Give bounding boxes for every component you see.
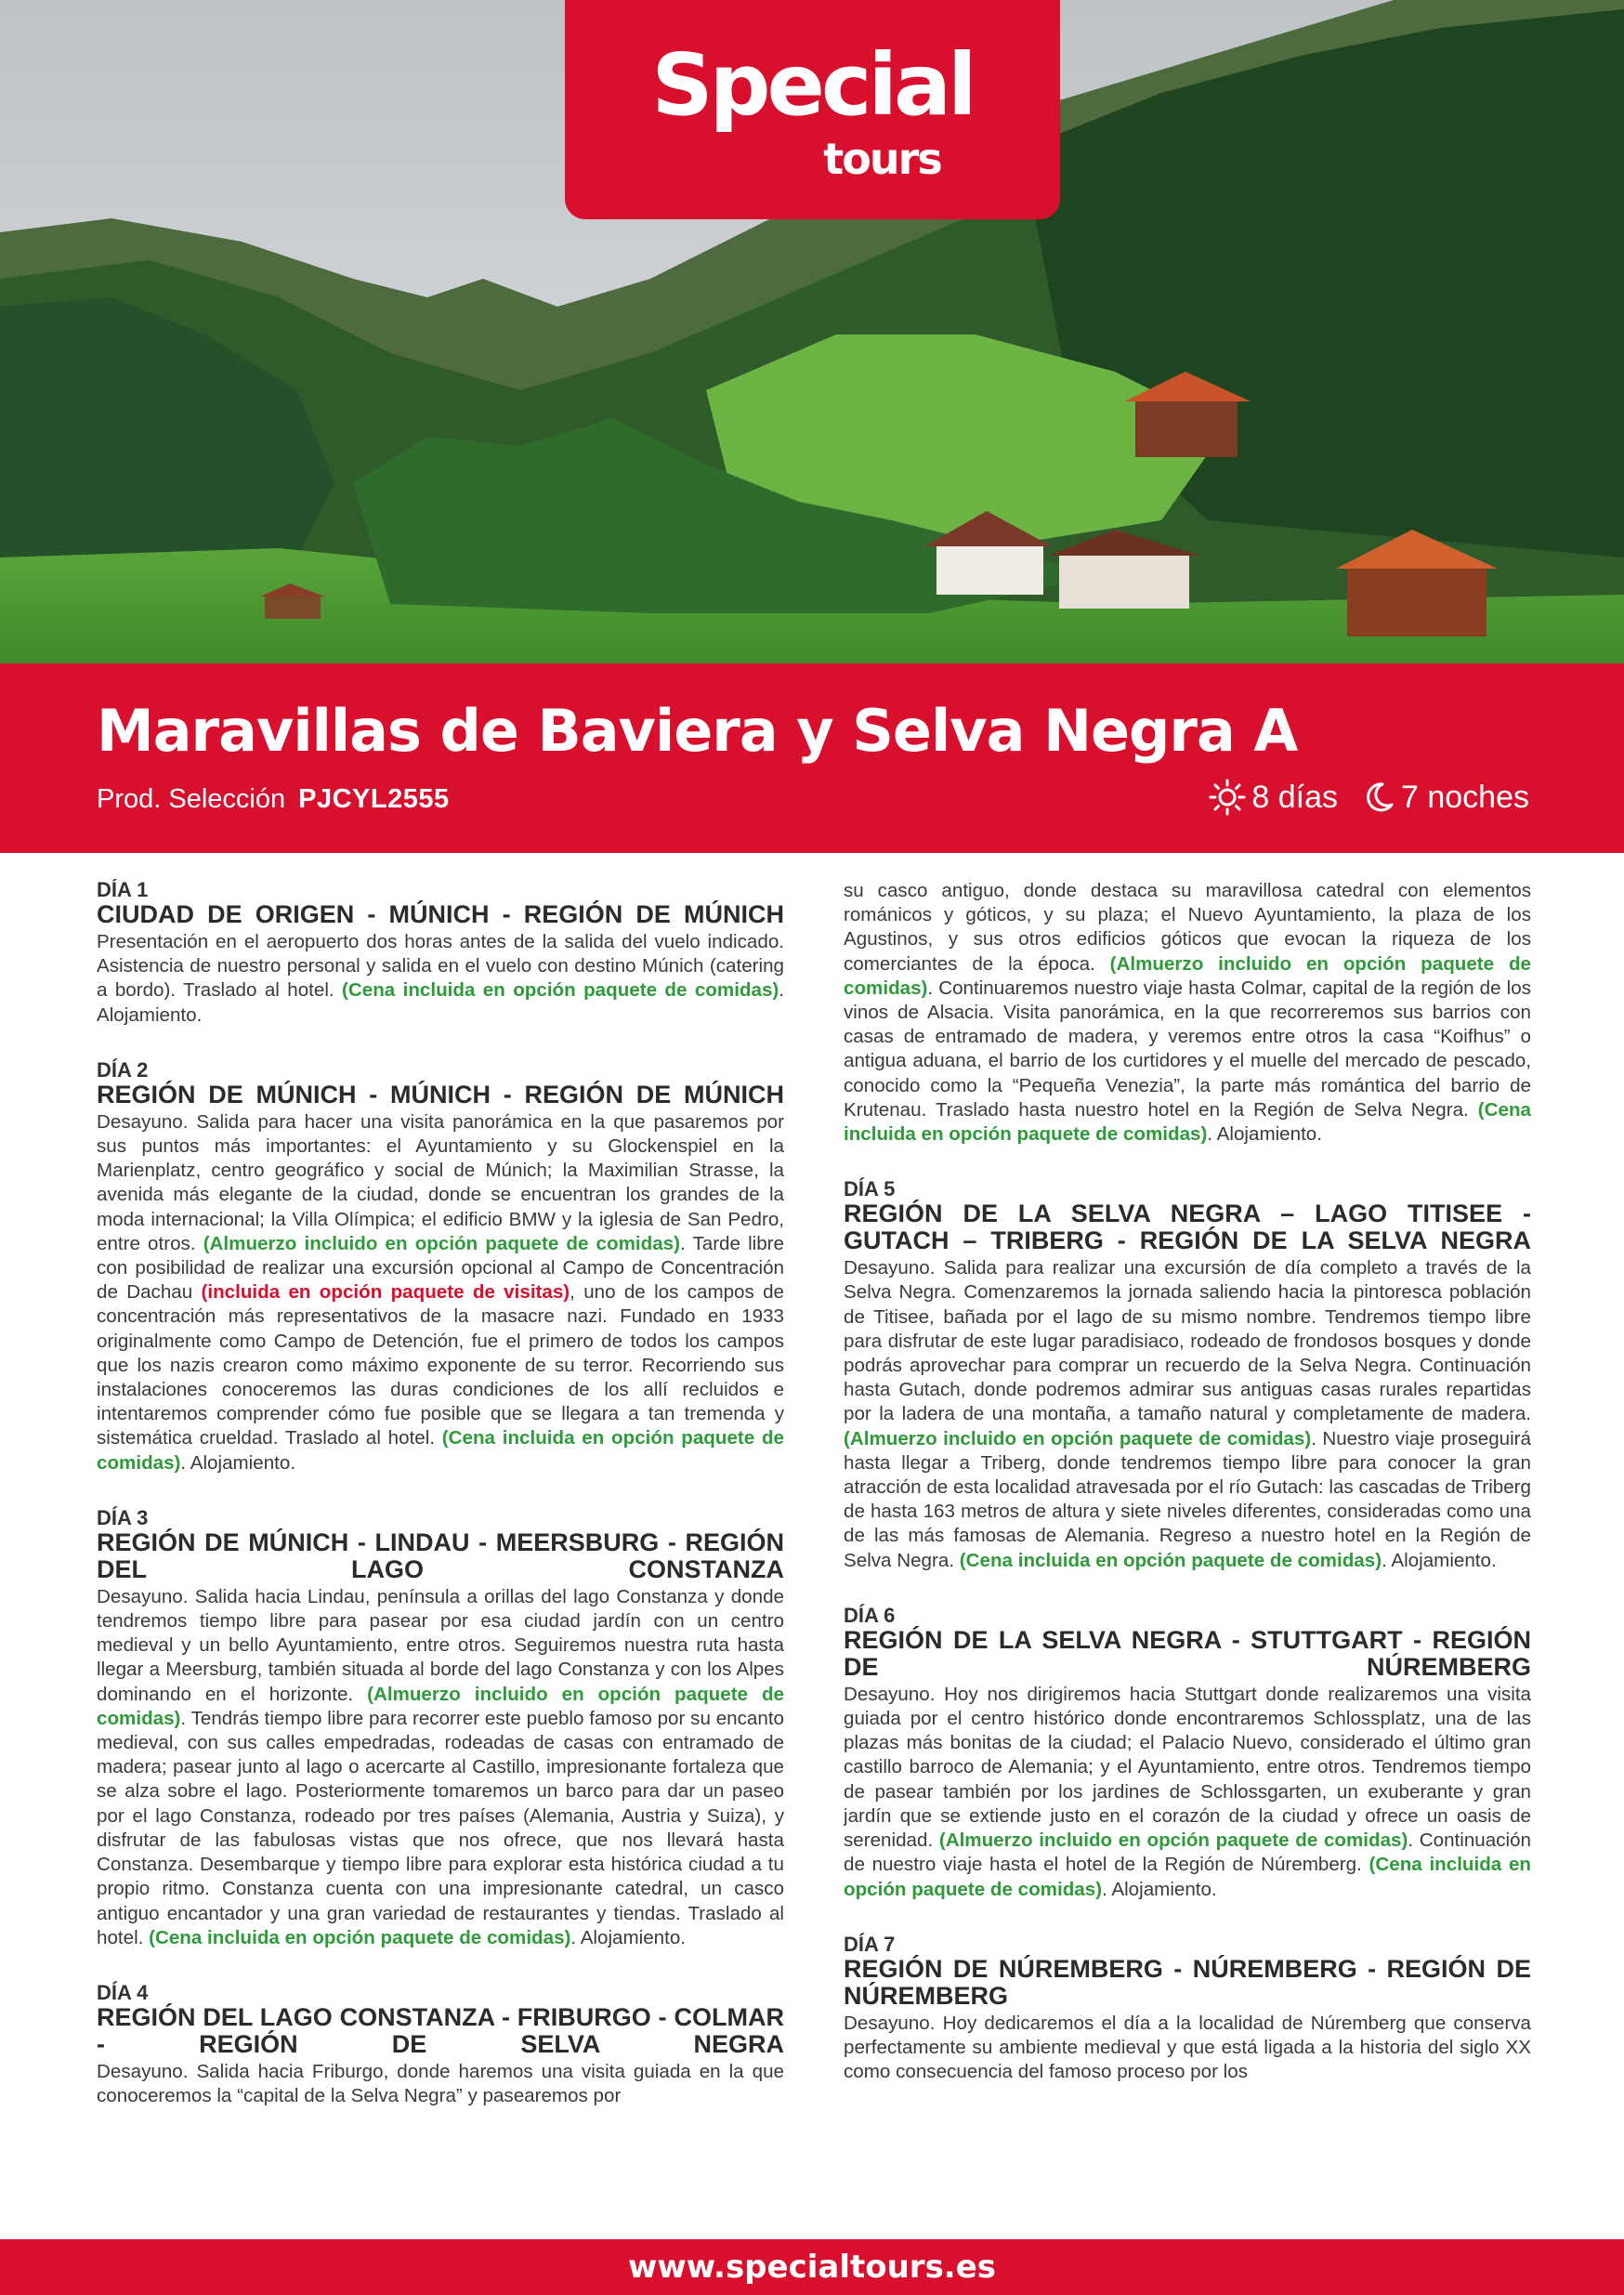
day-number: DÍA 2	[97, 1057, 149, 1082]
meal-note: (Cena incluida en opción paquete de comidas)	[342, 979, 779, 1002]
day-title: CIUDAD DE ORIGEN - MÚNICH - REGIÓN DE MÚNICH	[97, 900, 784, 928]
meal-note: (Cena incluida en opción paquete de comidas)	[959, 1549, 1382, 1571]
hero-photo	[0, 0, 1624, 663]
text-run: . Continuaremos nuestro viaje hasta Colmar, capital de la región de los vinos de Alsacia. Visita panorámica, en la que recorreremos sus barrios con casas de entramado de madera, y veremos entre otros la casa “Koifhus” o antigua aduana, el barrio de los curtidores y el muelle del mercado de pescado, conocido como la “Pequeña Venezia”, la parte más romántica del barrio de Krutenau. Traslado hasta nuestro hotel en la Región de Selva Negra.	[844, 977, 1531, 1121]
logo-line2: tours	[823, 134, 941, 184]
day-number: DÍA 4	[97, 1980, 149, 2004]
text-run: . Continuación de nuestro viaje hasta el hotel de la Región de Núremberg.	[844, 1829, 1531, 1876]
text-run: . Alojamiento.	[1102, 1878, 1217, 1900]
text-run: . Alojamiento.	[180, 1451, 296, 1474]
meal-note: (Almuerzo incluido en opción paquete de comidas)	[203, 1232, 680, 1254]
text-run: Desayuno. Salida hacia Friburgo, donde haremos una visita guiada en la que conoceremos la “capital de la Selva Negra” y pasearemos por	[97, 2060, 784, 2107]
text-run: Desayuno. Salida para hacer una visita panorámica en la que pasaremos por sus puntos más importantes: el Ayuntamiento y su Glockenspiel en la Marienplatz, centro geográfico y social de Múnich; la Maximilian Strasse, la avenida más elegante de la ciudad, donde se encuentran los grandes de la moda internacional; la Villa Olímpica; el edificio BMW y la iglesia de San Pedro, entre otros.	[97, 1110, 784, 1254]
visit-note: (incluida en opción paquete de visitas)	[201, 1281, 570, 1304]
day-block	[97, 1982, 784, 2108]
meal-note: (Cena incluida en opción paquete de comidas)	[149, 1926, 571, 1948]
day-description	[97, 930, 784, 1028]
logo-line1: Special	[651, 35, 974, 135]
text-run: , uno de los campos de concentración más representativos de la masacre nazi. Fundado en 1933 originalmente como Campo de Detención, fue el primero de todos los campos que los nazis crearon como máximo exponente de su terror. Recorriendo sus instalaciones conoceremos las duras condiciones de los allí recluidos e intentaremos comprender cómo fue posible que se llegara a tan tremenda y sistemática crueldad. Traslado al hotel.	[97, 1281, 784, 1449]
duration	[1209, 779, 1529, 816]
day-number: DÍA 3	[97, 1505, 149, 1529]
text-run: . Alojamiento.	[1382, 1549, 1497, 1571]
day-description	[844, 1683, 1531, 1902]
meal-note: (Almuerzo incluido en opción paquete de comidas)	[844, 1427, 1312, 1449]
text-run: . Alojamiento.	[570, 1926, 687, 1948]
text-run: Desayuno. Hoy dedicaremos el día a la localidad de Núremberg que conserva perfectamente su ambiente medieval y que está ligada a la historia del siglo XX como consecuencia del famoso proceso por los	[844, 2012, 1531, 2083]
page-title: Maravillas de Baviera y Selva Negra A	[97, 697, 1298, 765]
day-description	[97, 2060, 784, 2108]
day-number: DÍA 1	[97, 879, 149, 901]
day-number: DÍA 5	[844, 1177, 896, 1201]
day-title: REGIÓN DE LA SELVA NEGRA – LAGO TITISEE - GUTACH – TRIBERG - REGIÓN DE LA SELVA NEGRA	[844, 1200, 1531, 1255]
meal-note: (Cena incluida en opción paquete de comidas)	[844, 1098, 1531, 1146]
day-number: DÍA 7	[844, 1932, 896, 1956]
day-title: REGIÓN DE MÚNICH - MÚNICH - REGIÓN DE MÚNICH	[97, 1080, 784, 1108]
day-description	[844, 879, 1531, 1147]
day-title: REGIÓN DEL LAGO CONSTANZA - FRIBURGO - COLMAR - REGIÓN DE SELVA NEGRA	[97, 2002, 784, 2058]
meal-note: (Almuerzo incluido en opción paquete de comidas)	[97, 1683, 784, 1729]
day-block	[97, 1507, 784, 1950]
text-run: . Tendrás tiempo libre para recorrer este pueblo famoso por su encanto medieval, con sus calles empedradas, rodeadas de casas con entramado de madera; pasear junto al lago o acercarte al Castillo, impresionante fortaleza que se alza sobre el lago. Posteriormente tomaremos un barco para dar un paseo por el lago Constanza, rodeado por tres países (Alemania, Austria y Suiza), y disfrutar de las fabulosas vistas que nos ofrece, que nos llevará hasta Constanza. Desembarque y tiempo libre para explorar esta histórica ciudad a tu propio ritmo. Constanza cuenta con una impresionante catedral, un casco antiguo encantador y una gran variedad de restaurantes y tiendas. Traslado al hotel.	[97, 1707, 784, 1948]
itinerary-right-column	[844, 879, 1531, 2223]
meal-note: (Almuerzo incluido en opción paquete de comidas)	[938, 1829, 1408, 1852]
day-description	[844, 1256, 1531, 1573]
day-description	[844, 2012, 1531, 2085]
day-number: DÍA 6	[844, 1603, 896, 1627]
meal-note: (Cena incluida en opción paquete de comidas)	[844, 1854, 1531, 1900]
text-run: . Alojamiento.	[1207, 1123, 1322, 1146]
day-block	[844, 1934, 1531, 2085]
text-run: Desayuno. Salida para realizar una excursión de día completo a través de la Selva Negra. Comenzaremos la jornada saliendo hacia la pintoresca población de Titisee, bañada por el lago de su mismo nombre. Tendremos tiempo libre para disfrutar de este lugar paradisiaco, rodeado de frondosos bosques y donde podrás aprovechar para comprar un recuerdo de la Selva Negra. Continuación hasta Gutach, donde podremos admirar sus antiguas casas rurales repartidas por la ladera de una montaña, a tamaño natural y completamente de madera.	[844, 1257, 1531, 1425]
itinerary-left-column	[97, 879, 784, 2223]
text-run: . Alojamiento.	[97, 979, 784, 1026]
title-band	[0, 663, 1624, 853]
day-block	[97, 1059, 784, 1475]
day-title: REGIÓN DE NÚREMBERG - NÚREMBERG - REGIÓN DE NÚREMBERG	[844, 1954, 1531, 2010]
text-run: su casco antiguo, donde destaca su maravillosa catedral con elementos románicos y góticos, y su plaza; el Nuevo Ayuntamiento, la plaza de los Agustinos, y sus otros edificios góticos que evocan la riqueza de los comerciantes de la época.	[844, 880, 1531, 975]
special-tours-logo	[565, 0, 1060, 219]
text-run: . Tarde libre con posibilidad de realizar una excursión opcional al Campo de Concentración de Dachau	[97, 1232, 784, 1304]
moon-icon	[1362, 780, 1395, 814]
day-title: REGIÓN DE LA SELVA NEGRA - STUTTGART - REGIÓN DE NÚREMBERG	[844, 1625, 1531, 1681]
nights-count: 7 noches	[1401, 779, 1529, 815]
day-block	[844, 879, 1531, 1147]
day-block	[844, 1178, 1531, 1573]
days-count: 8 días	[1251, 779, 1338, 815]
text-run: Desayuno. Salida hacia Lindau, península a orillas del lago Constanza y donde tendremos tiempo libre para pasear por esa ciudad jardín con un centro medieval y un bello Ayuntamiento, entre otros. Seguiremos nuestra ruta hasta llegar a Meersburg, también situada al borde del lago Constanza y con los Alpes dominando en el horizonte.	[97, 1585, 784, 1705]
product-code: PJCYL2555	[298, 784, 450, 814]
footer-url[interactable]: www.specialtours.es	[627, 2249, 997, 2286]
day-description	[97, 1110, 784, 1475]
meal-note: (Almuerzo incluido en opción paquete de comidas)	[844, 952, 1531, 999]
day-block	[97, 879, 784, 1028]
day-title: REGIÓN DE MÚNICH - LINDAU - MEERSBURG - REGIÓN DEL LAGO CONSTANZA	[97, 1528, 784, 1583]
day-description	[97, 1585, 784, 1950]
text-run: Desayuno. Hoy nos dirigiremos hacia Stuttgart donde realizaremos una visita guiada por el centro histórico donde encontraremos Schlossplatz, una de las plazas más bonitas de la ciudad; el Palacio Nuevo, considerado el último gran castillo barroco de Alemania; y el Ayuntamiento, entre otros. Tendremos tiempo de pasear también por los jardines de Schlossgarten, un exuberante y gran jardín que se extiende justo en el corazón de la ciudad y ofrece un oasis de serenidad.	[844, 1683, 1531, 1852]
product-label: Prod. Selección	[97, 784, 286, 814]
meal-note: (Cena incluida en opción paquete de comidas)	[97, 1427, 784, 1474]
sun-icon	[1209, 779, 1246, 816]
text-run: Presentación en el aeropuerto dos horas antes de la salida del vuelo indicado. Asistencia de nuestro personal y salida en el vuelo con destino Múnich (catering a bordo). Traslado al hotel.	[97, 931, 784, 1002]
product-line	[97, 784, 450, 815]
day-block	[844, 1605, 1531, 1902]
text-run: . Nuestro viaje proseguirá hasta llegar a Triberg, donde tendremos tiempo libre para conocer la gran atracción de esta localidad atravesada por el río Gutach: las cascadas de Triberg de hasta 163 metros de altura y siete niveles diferentes, consideradas como una de las más famosas de Alemania. Regreso a nuestro hotel en la Región de Selva Negra.	[844, 1427, 1531, 1571]
footer	[0, 2239, 1624, 2295]
